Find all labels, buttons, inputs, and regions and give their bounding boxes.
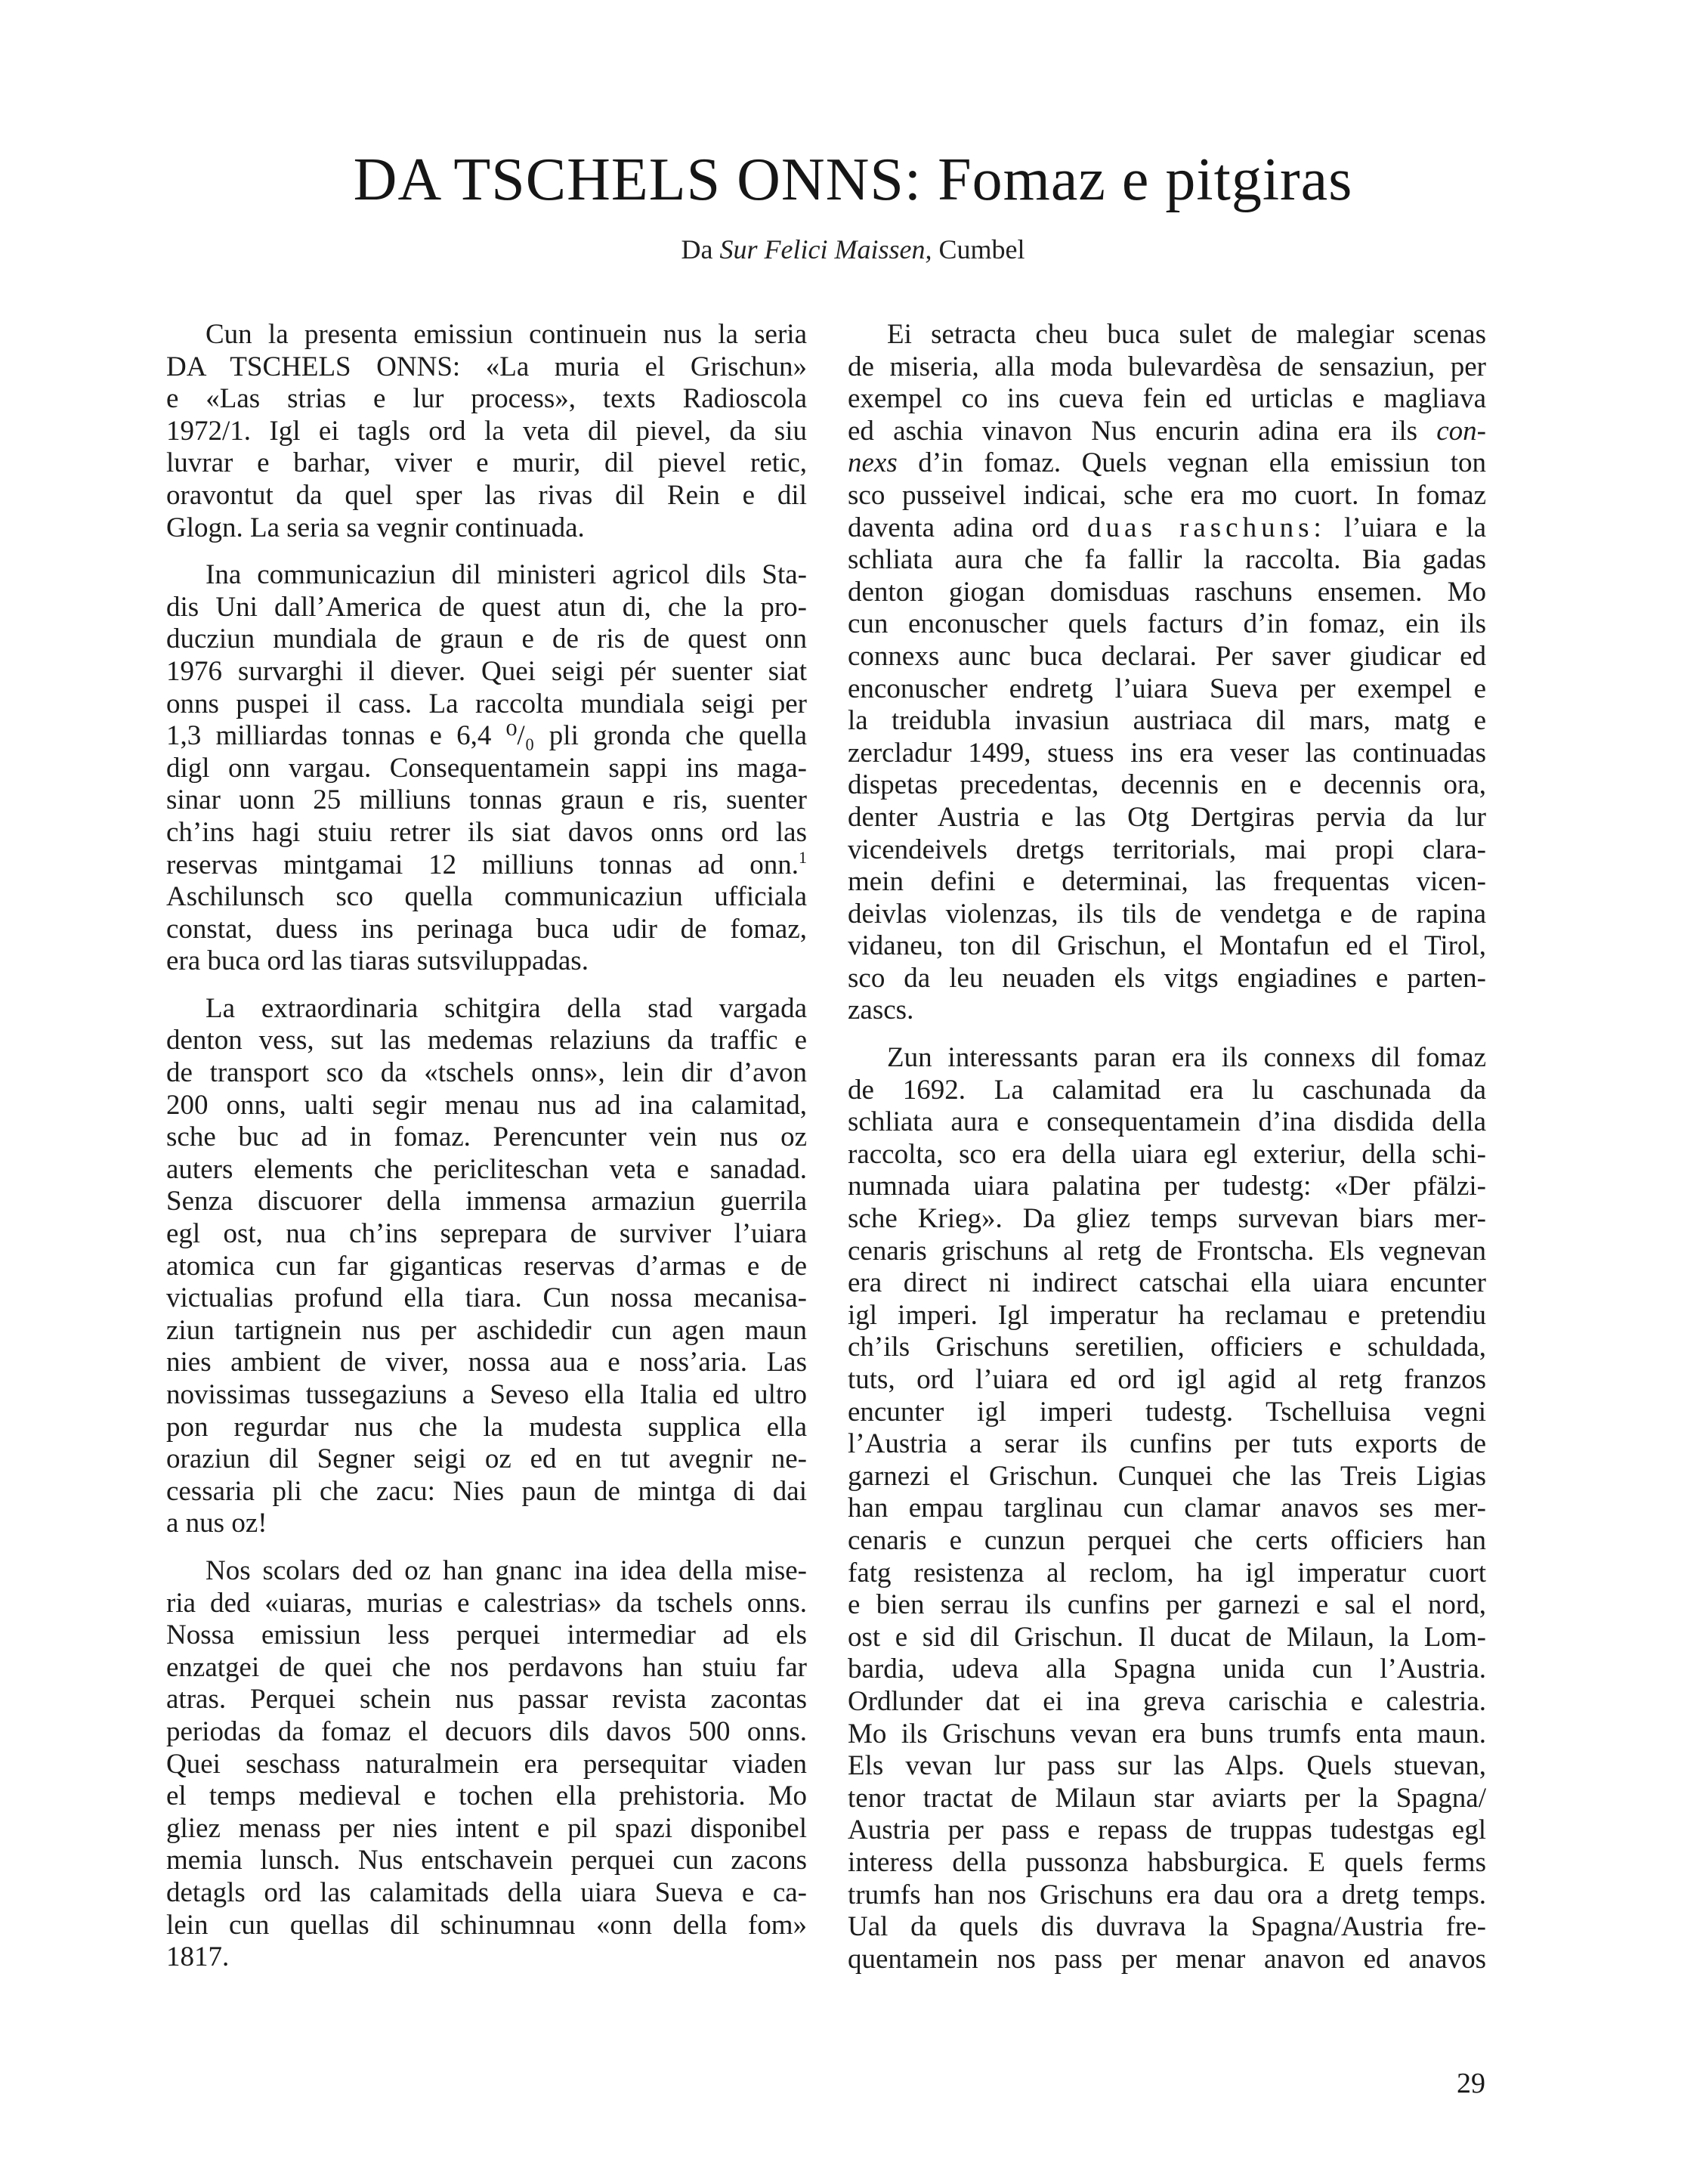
footnote-marker: 1 xyxy=(799,847,807,867)
text-line xyxy=(848,447,1486,480)
text-line: cun enconuscher quels facturs d’in fomaz, ein ils xyxy=(848,608,1486,640)
text-line: onns puspei il cass. La raccolta mundiala seigi per xyxy=(166,688,807,719)
text-line: l’Austria a serar ils cunfins per tuts exports de xyxy=(848,1428,1486,1460)
text-line: Nos scolars ded oz han gnanc ina idea della mise- xyxy=(206,1554,807,1586)
text-line: schliata aura che fa fallir la raccolta. Bia gadas xyxy=(848,544,1486,576)
text-line: era direct ni indirect catschai ella uiara encunter xyxy=(848,1267,1486,1299)
text-line: de miseria, alla moda bulevardèsa de sensaziun, per xyxy=(848,351,1486,382)
text-line: sche buc ad in fomaz. Perencunter vein nus oz xyxy=(166,1121,807,1153)
text-segment: d’in fomaz. Quels vegnan ella emissiun ton xyxy=(918,447,1486,479)
text-line: atras. Perquei schein nus passar revista zacontas xyxy=(166,1684,807,1715)
text-line: Austria per pass e repass de truppas tudestgas egl xyxy=(848,1814,1486,1846)
text-line: ducziun mundiala de graun e de ris de quest onn xyxy=(166,623,807,655)
text-line: La extraordinaria schitgira della stad vargada xyxy=(206,992,807,1024)
text-line: era buca ord las tiaras sutsviluppadas. xyxy=(166,945,589,977)
text-line: tuts, ord l’uiara ed ord igl agid al retg franzos xyxy=(848,1364,1486,1395)
italic-word: nexs xyxy=(848,447,898,479)
paragraph xyxy=(166,319,807,544)
text-line: ch’ils Grischuns seretilien, officiers e schuldada, xyxy=(848,1332,1486,1363)
text-line: Els vevan lur pass sur las Alps. Quels stuevan, xyxy=(848,1750,1486,1782)
text-segment: ed aschia vinavon Nus encurin adina era ils xyxy=(848,415,1437,447)
text-line: pon regurdar nus che la mudesta supplica ella xyxy=(166,1411,807,1443)
text-line: schliata aura e consequentamein d’ina disdida della xyxy=(848,1106,1486,1138)
text-line: cenaris e cunzun perquei che certs officiers han xyxy=(848,1524,1486,1556)
byline xyxy=(0,230,1706,268)
text-line: ch’ins hagi stuiu retrer ils siat davos onns ord las xyxy=(166,816,807,848)
text-line: fatg resistenza al reclom, ha igl imperatur cuort xyxy=(848,1557,1486,1589)
text-line: egl ost, nua ch’ins seprepara de surviver l’uiara xyxy=(166,1218,807,1250)
text-line: detagls ord las calamitads della uiara Sueva e ca- xyxy=(166,1876,807,1908)
text-line: denton giogan domisduas raschuns ensemen. Mo xyxy=(848,576,1486,608)
paragraph-gap xyxy=(166,1540,807,1555)
text-line: vicendeivels dretgs territorials, mai propi clara- xyxy=(848,834,1486,865)
paragraph xyxy=(848,1042,1486,1975)
text-line: Ina communicaziun dil ministeri agricol dils Sta- xyxy=(206,559,807,591)
text-line: cessaria pli che zacu: Nies paun de mintga di dai xyxy=(166,1475,807,1507)
text-line: interess della pussonza habsburgica. E quels ferms xyxy=(848,1846,1486,1878)
paragraph xyxy=(848,319,1486,1027)
paragraph-gap xyxy=(848,1027,1486,1042)
text-line: victualias profund ella tiara. Cun nossa mecanisa- xyxy=(166,1282,807,1314)
text-line: encunter igl imperi tudestg. Tschelluisa vegni xyxy=(848,1396,1486,1428)
text-line: enzatgei de quei che nos perdavons han stuiu far xyxy=(166,1651,807,1683)
byline-author: Sur Felici Maissen, xyxy=(719,234,932,264)
text-line: la treidubla invasiun austriaca dil mars, matg e xyxy=(848,705,1486,737)
text-line: constat, duess ins perinaga buca udir de fomaz, xyxy=(166,913,807,945)
text-line: memia lunsch. Nus entschavein perquei cun zacons xyxy=(166,1845,807,1876)
paragraph xyxy=(166,1555,807,1974)
text-line: DA TSCHELS ONNS: «La muria el Grischun» xyxy=(166,351,807,382)
text-line: denton vess, sut las medemas relaziuns da traffic e xyxy=(166,1025,807,1056)
text-line: 1,3 milliardas tonnas e 6,4 ⁰/₀ pli gronda che quella xyxy=(166,720,807,752)
text-line: 200 onns, ualti segir menau nus ad ina calamitad, xyxy=(166,1089,807,1121)
text-segment: daventa adina ord xyxy=(848,512,1088,543)
text-line: ria ded «uiaras, murias e calestrias» da tschels onns. xyxy=(166,1587,807,1619)
right-column xyxy=(848,319,1486,1975)
byline-place: Cumbel xyxy=(932,234,1025,264)
text-line: novissimas tussegaziuns a Seveso ella Italia ed ultro xyxy=(166,1379,807,1410)
text-line: sco pusseivel indicai, sche era mo cuort. In fomaz xyxy=(848,479,1486,511)
text-line: sco da leu neuaden els vitgs engiadines e parten- xyxy=(848,962,1486,994)
paragraph-gap xyxy=(166,978,807,993)
text-line: ziun tartignein nus per aschidedir cun agen maun xyxy=(166,1314,807,1346)
left-column xyxy=(166,319,807,1974)
text-line: Senza discuorer della immensa armaziun guerrila xyxy=(166,1186,807,1217)
text-line: Glogn. La seria sa vegnir continuada. xyxy=(166,512,585,543)
text-line: igl imperi. Igl imperatur ha reclamau e pretendiu xyxy=(848,1299,1486,1331)
text-line: exempel co ins cueva fein ed urticlas e magliava xyxy=(848,383,1486,415)
text-line: cenaris grischuns al retg de Frontscha. Els vegnevan xyxy=(848,1235,1486,1267)
text-line: sche Krieg». Da gliez temps survevan biars mer- xyxy=(848,1203,1486,1235)
text-line: han empau targlinau cun clamar anavos ses mer- xyxy=(848,1493,1486,1524)
text-line: digl onn vargau. Consequentamein sappi ins maga- xyxy=(166,752,807,784)
text-line: enconuscher endretg l’uiara Sueva per exempel e xyxy=(848,673,1486,704)
text-line: Quei seschass naturalmein era persequitar viaden xyxy=(166,1748,807,1780)
text-line: e bien serrau ils cunfins per garnezi e sal el nord, xyxy=(848,1589,1486,1621)
text-line: raccolta, sco era della uiara egl exteriur, della schi- xyxy=(848,1138,1486,1170)
text-line: bardia, udeva alla Spagna unida cun l’Austria. xyxy=(848,1653,1486,1685)
text-line: oraziun dil Segner seigi oz ed en tut avegnir ne- xyxy=(166,1443,807,1475)
text-line: a nus oz! xyxy=(166,1508,267,1539)
text-line: sinar uonn 25 milliuns tonnas graun e ris, suenter xyxy=(166,784,807,816)
text-line: lein cun quellas dil schinumnau «onn della fom» xyxy=(166,1909,807,1941)
paragraph-gap xyxy=(166,544,807,559)
paragraph xyxy=(166,559,807,978)
text-line: nies ambient de viver, nossa aua e noss’aria. Las xyxy=(166,1347,807,1378)
spaced-emphasis: duas raschuns: xyxy=(1087,512,1326,543)
text-line: connexs aunc buca declarai. Per saver giudicar ed xyxy=(848,640,1486,672)
text-line: ost e sid dil Grischun. Il ducat de Milaun, la Lom- xyxy=(848,1621,1486,1653)
text-line: tenor tractat de Milaun star aviarts per la Spagna/ xyxy=(848,1782,1486,1814)
text-line xyxy=(848,512,1486,545)
text-line: 1972/1. Igl ei tagls ord la veta dil pievel, da siu xyxy=(166,415,807,447)
text-line: Nossa emissiun less perquei intermediar ad els xyxy=(166,1619,807,1651)
text-line: garnezi el Grischun. Cunquei che las Treis Ligias xyxy=(848,1460,1486,1492)
text-line: Cun la presenta emissiun continuein nus la seria xyxy=(206,319,807,350)
text-line: dispetas precedentas, decennis en e decennis ora, xyxy=(848,769,1486,801)
text-line: Mo ils Grischuns vevan era buns trumfs enta maun. xyxy=(848,1718,1486,1749)
text-segment: reservas mintgamai 12 milliuns tonnas ad onn. xyxy=(166,849,799,880)
text-line: 1817. xyxy=(166,1941,230,1973)
text-line xyxy=(166,849,807,882)
text-line: trumfs han nos Grischuns era dau ora a dretg temps. xyxy=(848,1879,1486,1910)
article-title: DA TSCHELS ONNS: Fomaz e pitgiras xyxy=(353,147,1353,213)
text-line: de 1692. La calamitad era lu caschunada da xyxy=(848,1074,1486,1106)
text-segment: l’uiara e la xyxy=(1325,512,1486,543)
text-line: quentamein nos pass per menar anavon ed anavos xyxy=(848,1943,1486,1975)
page-number: 29 xyxy=(1457,2068,1485,2099)
text-line: Ordlunder dat ei ina greva carischia e calestria. xyxy=(848,1685,1486,1717)
text-line: Ual da quels dis duvrava la Spagna/Austria fre- xyxy=(848,1911,1486,1943)
text-line: gliez menass per nies intent e pil spazi disponibel xyxy=(166,1812,807,1844)
text-line: luvrar e barhar, viver e murir, dil pievel retic, xyxy=(166,447,807,479)
text-line: Ei setracta cheu buca sulet de malegiar scenas xyxy=(887,319,1486,350)
text-line xyxy=(848,416,1486,448)
text-line: deivlas violenzas, ils tils de vendetga e de rapina xyxy=(848,898,1486,930)
text-line: mein defini e determinai, las frequentas vicen- xyxy=(848,866,1486,898)
text-line: Zun interessants paran era ils connexs dil fomaz xyxy=(887,1042,1486,1074)
text-line: auters elements che pericliteschan veta e sanadad. xyxy=(166,1153,807,1185)
text-line: zercladur 1499, stuess ins era veser las continuadas xyxy=(848,737,1486,769)
text-line: el temps medieval e tochen ella prehistoria. Mo xyxy=(166,1780,807,1812)
text-line: denter Austria e las Otg Dertgiras pervia da lur xyxy=(848,801,1486,833)
text-line: vidaneu, ton dil Grischun, el Montafun ed el Tirol, xyxy=(848,930,1486,962)
text-line: dis Uni dall’America de quest atun di, che la pro- xyxy=(166,591,807,623)
text-line: oravontut da quel sper las rivas dil Rein e dil xyxy=(166,479,807,511)
text-line: zascs. xyxy=(848,995,914,1026)
text-line: Aschilunsch sco quella communicaziun ufficiala xyxy=(166,881,807,913)
text-line: periodas da fomaz el decuors dils davos 500 onns. xyxy=(166,1715,807,1747)
text-line: e «Las strias e lur process», texts Radioscola xyxy=(166,383,807,415)
text-line: 1976 survarghi il diever. Quei seigi pér suenter siat xyxy=(166,655,807,687)
paragraph xyxy=(166,993,807,1540)
text-line: de transport sco da «tschels onns», lein dir d’avon xyxy=(166,1057,807,1089)
text-line: numnada uiara palatina per tudestg: «Der pfälzi- xyxy=(848,1171,1486,1202)
byline-prefix: Da xyxy=(681,234,720,264)
text-line: atomica cun far giganticas reservas d’armas e de xyxy=(166,1250,807,1282)
italic-word: con- xyxy=(1436,415,1486,447)
